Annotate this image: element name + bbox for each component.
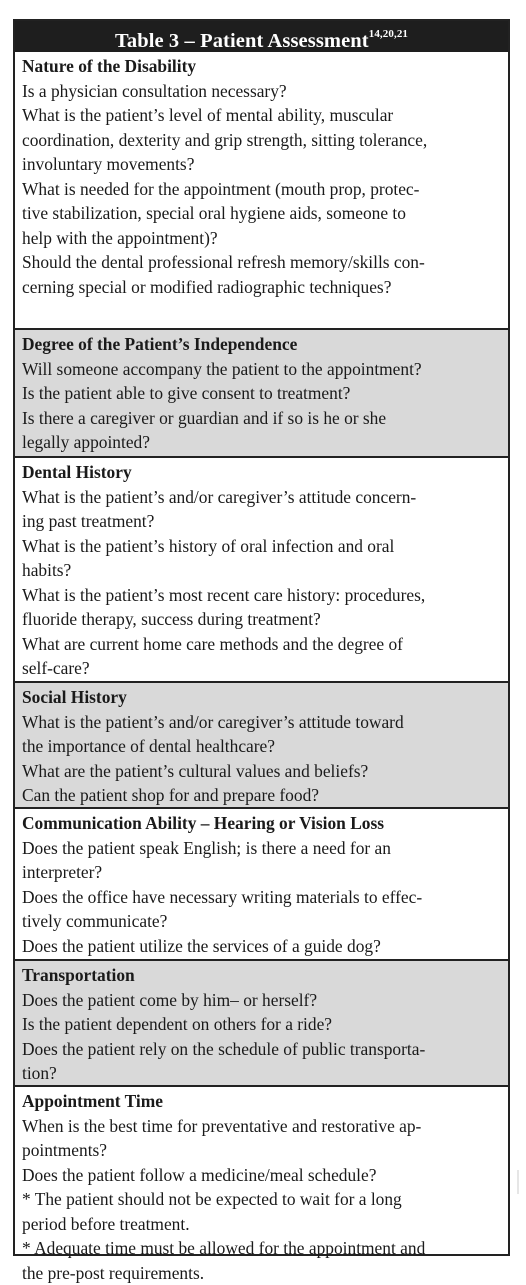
- page-edge-mark: [517, 1170, 519, 1194]
- section-heading: Nature of the Disability: [22, 54, 502, 79]
- section-line: Does the patient rely on the schedule of public transporta-: [22, 1037, 502, 1062]
- section-line: Does the patient follow a medicine/meal schedule?: [22, 1163, 502, 1188]
- section-line: Should the dental professional refresh memory/skills con-: [22, 250, 502, 275]
- section-line: tive stabilization, special oral hygiene aids, someone to: [22, 201, 502, 226]
- section-line: When is the best time for preventative and restorative ap-: [22, 1114, 502, 1139]
- section-line: What is the patient’s most recent care history: procedures,: [22, 583, 502, 608]
- section-line: What is the patient’s and/or caregiver’s attitude concern-: [22, 485, 502, 510]
- section-line: habits?: [22, 558, 502, 583]
- section-social-history: [15, 681, 508, 807]
- section-line: coordination, dexterity and grip strength, sitting tolerance,: [22, 128, 502, 153]
- section-degree-of-independence: [15, 328, 508, 456]
- section-nature-of-disability: [15, 52, 508, 328]
- table-title: [15, 21, 508, 52]
- section-line: Does the patient speak English; is there a need for an: [22, 836, 502, 861]
- section-line: self-care?: [22, 656, 502, 681]
- section-line: Does the office have necessary writing materials to effec-: [22, 885, 502, 910]
- section-line: * The patient should not be expected to wait for a long: [22, 1187, 502, 1212]
- section-line: What is the patient’s history of oral infection and oral: [22, 534, 502, 559]
- section-line: What is the patient’s level of mental ability, muscular: [22, 103, 502, 128]
- section-line: Is the patient dependent on others for a ride?: [22, 1012, 502, 1037]
- section-heading: Degree of the Patient’s Independence: [22, 332, 502, 357]
- patient-assessment-table: [13, 19, 510, 1256]
- section-line: What are current home care methods and the degree of: [22, 632, 502, 657]
- section-line: interpreter?: [22, 860, 502, 885]
- section-dental-history: [15, 456, 508, 681]
- section-line: fluoride therapy, success during treatment?: [22, 607, 502, 632]
- section-line: cerning special or modified radiographic techniques?: [22, 275, 502, 300]
- section-heading: Dental History: [22, 460, 502, 485]
- section-heading: Transportation: [22, 963, 502, 988]
- table-title-text: Table 3 – Patient Assessment: [115, 30, 369, 52]
- section-line: legally appointed?: [22, 430, 502, 455]
- section-line: Does the patient utilize the services of a guide dog?: [22, 934, 502, 959]
- section-line: period before treatment.: [22, 1212, 502, 1237]
- section-line: tively communicate?: [22, 909, 502, 934]
- section-heading: Social History: [22, 685, 502, 710]
- section-appointment-time: [15, 1085, 508, 1268]
- section-line: Is there a caregiver or guardian and if so is he or she: [22, 406, 502, 431]
- section-line: What is the patient’s and/or caregiver’s attitude toward: [22, 710, 502, 735]
- section-line: ing past treatment?: [22, 509, 502, 534]
- section-line: * Adequate time must be allowed for the appointment and: [22, 1236, 502, 1261]
- section-line: pointments?: [22, 1138, 502, 1163]
- table-title-references: 14,20,21: [369, 28, 408, 40]
- section-line: Is the patient able to give consent to treatment?: [22, 381, 502, 406]
- section-line: What are the patient’s cultural values and beliefs?: [22, 759, 502, 784]
- section-line: involuntary movements?: [22, 152, 502, 177]
- section-line: Is a physician consultation necessary?: [22, 79, 502, 104]
- section-transportation: [15, 959, 508, 1085]
- section-line: What is needed for the appointment (mouth prop, protec-: [22, 177, 502, 202]
- section-heading: Communication Ability – Hearing or Vision Loss: [22, 811, 502, 836]
- section-line: tion?: [22, 1061, 502, 1086]
- section-line: Does the patient come by him– or herself?: [22, 988, 502, 1013]
- section-line: the pre-post requirements.: [22, 1261, 502, 1285]
- section-line: Can the patient shop for and prepare food?: [22, 783, 502, 808]
- section-line: the importance of dental healthcare?: [22, 734, 502, 759]
- section-communication-ability: [15, 807, 508, 959]
- section-line: Will someone accompany the patient to the appointment?: [22, 357, 502, 382]
- section-line: help with the appointment)?: [22, 226, 502, 251]
- section-heading: Appointment Time: [22, 1089, 502, 1114]
